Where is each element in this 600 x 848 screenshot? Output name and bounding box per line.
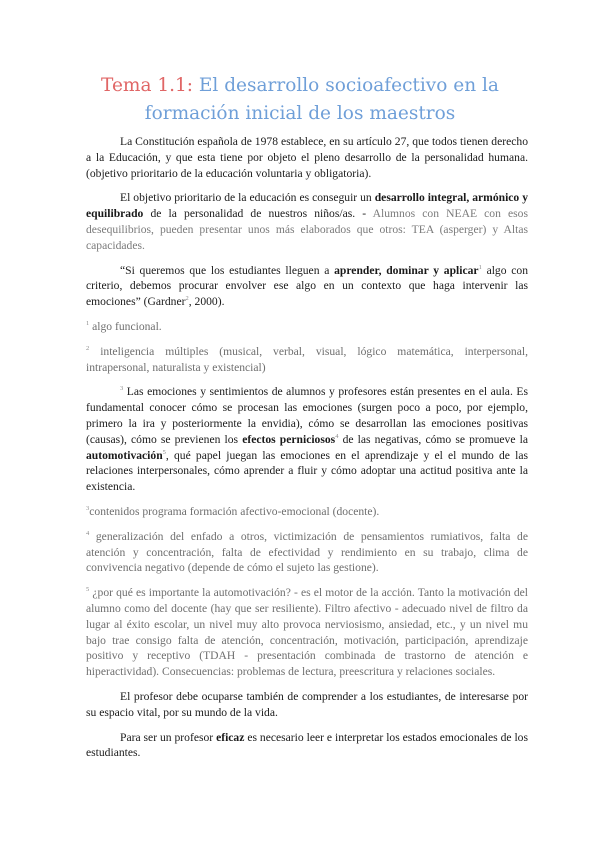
text-span: , qué papel juegan las emociones en el aprendizaje y el el mundo de las relaciones interpersonales, cómo aprender a fluir y cómo adoptar una actitud positiva ante la existencia. (86, 448, 528, 494)
note-3 (86, 504, 528, 520)
bold-term: eficaz (216, 730, 245, 744)
note-4 (86, 529, 528, 576)
title-number: Tema 1.1: (101, 75, 194, 96)
note-2 (86, 344, 528, 376)
note-number: 3 (86, 505, 90, 513)
page-title (70, 72, 530, 128)
note-5 (86, 585, 528, 680)
note-number: 4 (86, 529, 90, 537)
footnote-marker: 2 (185, 295, 189, 303)
text-span: algo con criterio, debemos procurar envolver ese algo en un contexto que haga intervenir las emociones” (Gardner (86, 263, 529, 309)
footnote-marker: 4 (335, 432, 339, 440)
bold-term: efectos perniciosos (242, 432, 336, 446)
paragraph-teacher: El profesor debe ocuparse también de comprender a los estudiantes, de interesarse por su espacio vital, por su mundo de la vida. (86, 689, 528, 719)
paragraph-objective (86, 190, 528, 253)
note-text: contenidos programa formación afectivo-emocional (docente). (89, 504, 380, 518)
footnote-marker: 3 (120, 385, 124, 393)
paragraph-emotions (86, 384, 528, 495)
text-span: “Si queremos que los estudiantes lleguen a (120, 263, 335, 277)
text-span: , 2000). (188, 295, 225, 309)
paragraph-quote (86, 263, 528, 310)
document-body (86, 134, 528, 770)
text-span: es necesario leer e interpretar los estados emocionales de los estudiantes. (86, 730, 528, 760)
text-span: de las negativas, cómo se promueve la (338, 432, 528, 446)
text-span: El objetivo prioritario de la educación es conseguir un (120, 191, 375, 205)
note-text: algo funcional. (89, 319, 162, 333)
paragraph-effective-teacher (86, 730, 528, 762)
bold-term: automotivación (86, 448, 163, 462)
annotation-text: Alumnos con NEAE con esos desequilibrios, pueden presentar unos más elaborados que otros: TEA (asperger) y Altas capacidades. (86, 207, 528, 252)
note-1 (86, 319, 528, 335)
note-number: 1 (86, 320, 90, 328)
footnote-marker: 1 (478, 263, 482, 271)
note-number: 2 (86, 344, 90, 352)
note-text: inteligencia múltiples (musical, verbal, visual, lógico matemática, interpersonal, intrapersonal, naturalista y existencial) (86, 344, 528, 374)
bold-term: aprender, dominar y aplicar (334, 263, 479, 277)
footnote-marker: 5 (162, 448, 166, 456)
note-text: generalización del enfado a otros, victimización de pensamientos rumiativos, falta de atención y concentración, falta de efectividad y rendimiento en su trabajo, clima de convivencia negativo (depende de cómo el sujeto las gestione). (86, 529, 528, 575)
bold-term: desarrollo integral, armónico y equilibrado (86, 191, 529, 221)
paragraph-constitution: La Constitución española de 1978 establece, en su artículo 27, que todos tienen derecho a la Educación, y que esta tiene por objeto el pleno desarrollo de la personalidad humana. (objetivo prioritario de la educación voluntaria y obligatoria). (86, 135, 528, 180)
text-span: Para ser un profesor (120, 730, 217, 744)
note-text: ¿por qué es importante la automotivación? - es el motor de la acción. Tanto la motivación del alumno como del docente (hay que ser resiliente). Filtro afectivo - adecuado nivel de filtro da lugar al éxito escolar, un nivel muy alto provoca nerviosismo, ansiedad, etc., y un nivel mu bajo trae consigo falta de atención, concentración, motivación, participación, aprendizaje positivo y receptivo (TDAH - presentación combinada de trastorno de atención e hiperactividad). Consecuencias: problemas de lectura, preescritura y relaciones sociales. (86, 586, 528, 679)
note-number: 5 (86, 586, 90, 594)
text-span: Las emociones y sentimientos de alumnos y profesores están presentes en el aula. Es fundamental conocer cómo se procesan las emociones (surgen poco a poco, por ejemplo, primero la ira y posteriormente la envidia), cómo se desarrollan las emociones positivas (causas), cómo se previenen los (86, 385, 528, 446)
text-span: de la personalidad de nuestros niños/as. - (143, 207, 373, 221)
title-text: El desarrollo socioafectivo en la formación inicial de los maestros (144, 75, 499, 124)
